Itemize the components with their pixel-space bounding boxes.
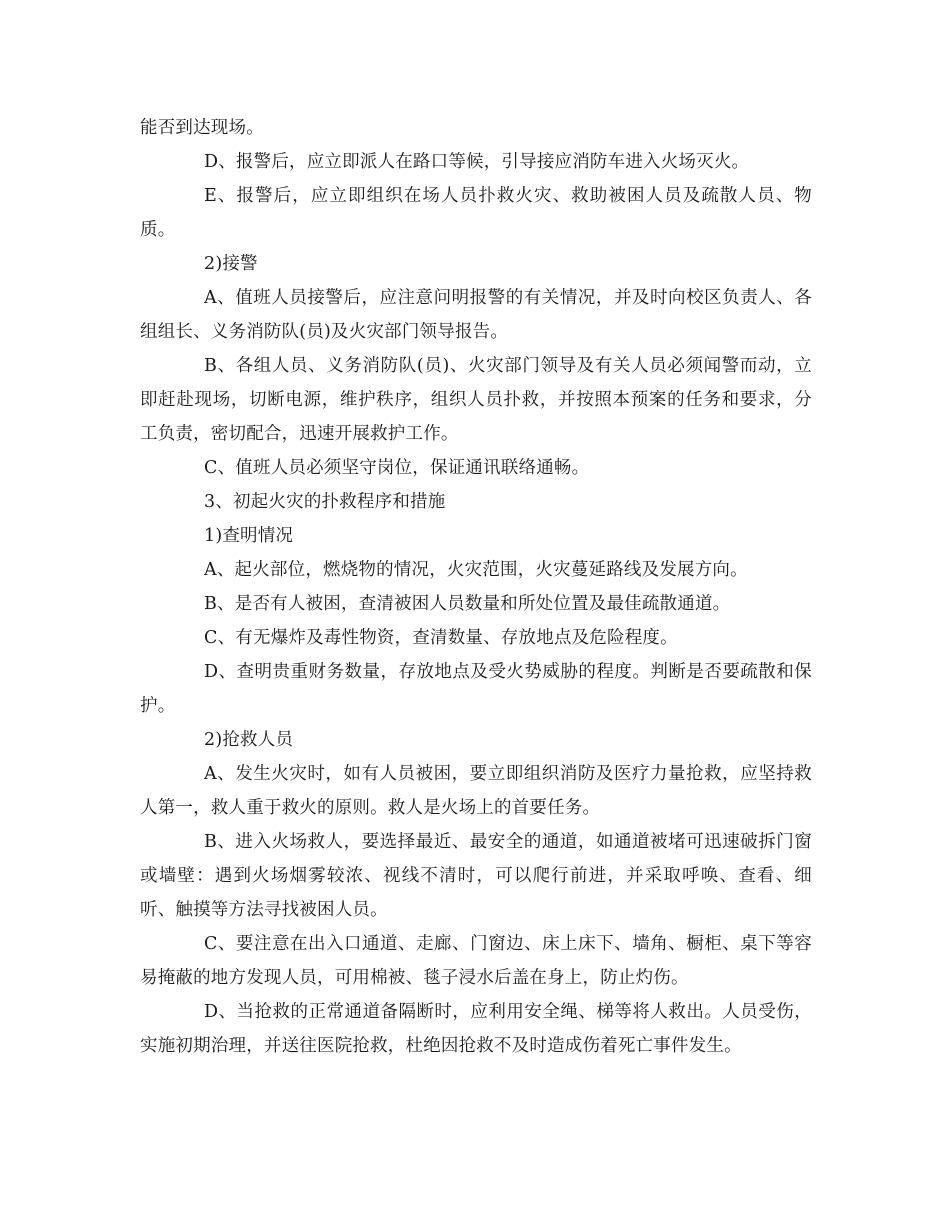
paragraph-b-enter-fire: B、进入火场救人，要选择最近、最安全的通道，如通道被堵可迅速破拆门窗或墙壁：遇到火场烟雾较浓、视线不清时，可以爬行前进，并采取呼唤、查看、细听、触摸等方法寻找被困人员。 [140,832,812,920]
paragraph-a-rescue-first: A、发生火灾时，如有人员被困，要立即组织消防及医疗力量抢救，应坚持救人第一，救人重于救火的原则。救人是火场上的首要任务。 [140,764,812,818]
paragraph-d-wait-at-road: D、报警后，应立即派人在路口等候，引导接应消防车进入火场灭火。 [204,152,750,172]
subheading-rescue-people: 2)抢救人员 [204,730,294,750]
paragraph-d-valuables: D、查明贵重财务数量，存放地点及受火势威胁的程度。判断是否要疏散和保护。 [140,662,812,716]
paragraph-a-fire-location: A、起火部位，燃烧物的情况，火灾范围，火灾蔓延路线及发展方向。 [204,560,748,580]
paragraph-b-trapped-people: B、是否有人被困，查清被困人员数量和所处位置及最佳疏散通道。 [204,594,731,614]
section-heading-initial-fire: 3、初起火灾的扑救程序和措施 [204,492,446,512]
paragraph-c-hidden-places: C、要注意在出入口通道、走廊、门窗边、床上床下、墙角、橱柜、桌下等容易掩蔽的地方发现人员，可用棉被、毯子浸水后盖在身上，防止灼伤。 [140,934,812,988]
paragraph-e-organize-rescue: E、报警后，应立即组织在场人员扑救火灾、救助被困人员及疏散人员、物质。 [140,186,812,240]
subheading-check-situation: 1)查明情况 [204,526,294,546]
paragraph-c-keep-post: C、值班人员必须坚守岗位，保证通讯联络通畅。 [204,458,590,478]
paragraph-b-respond: B、各组人员、义务消防队(员)、火灾部门领导及有关人员必须闻警而动，立即赶赴现场，切断电源，维护秩序，组织人员扑救，并按照本预案的任务和要求，分工负责，密切配合，迅速开展救护工作。 [140,356,812,444]
paragraph-d-blocked-path: D、当抢救的正常通道备隔断时，应利用安全绳、梯等将人救出。人员受伤，实施初期治理，并送往医院抢救，杜绝因抢救不及时造成伤着死亡事件发生。 [140,1002,812,1056]
paragraph-continuation: 能否到达现场。 [140,118,264,138]
document-body [140,111,812,1063]
paragraph-a-duty-staff: A、值班人员接警后，应注意问明报警的有关情况，并及时向校区负责人、各组组长、义务消防队(员)及火灾部门领导报告。 [140,288,812,342]
subheading-receive-alarm: 2)接警 [204,254,258,274]
paragraph-c-hazardous-materials: C、有无爆炸及毒性物资，查清数量、存放地点及危险程度。 [204,628,678,648]
